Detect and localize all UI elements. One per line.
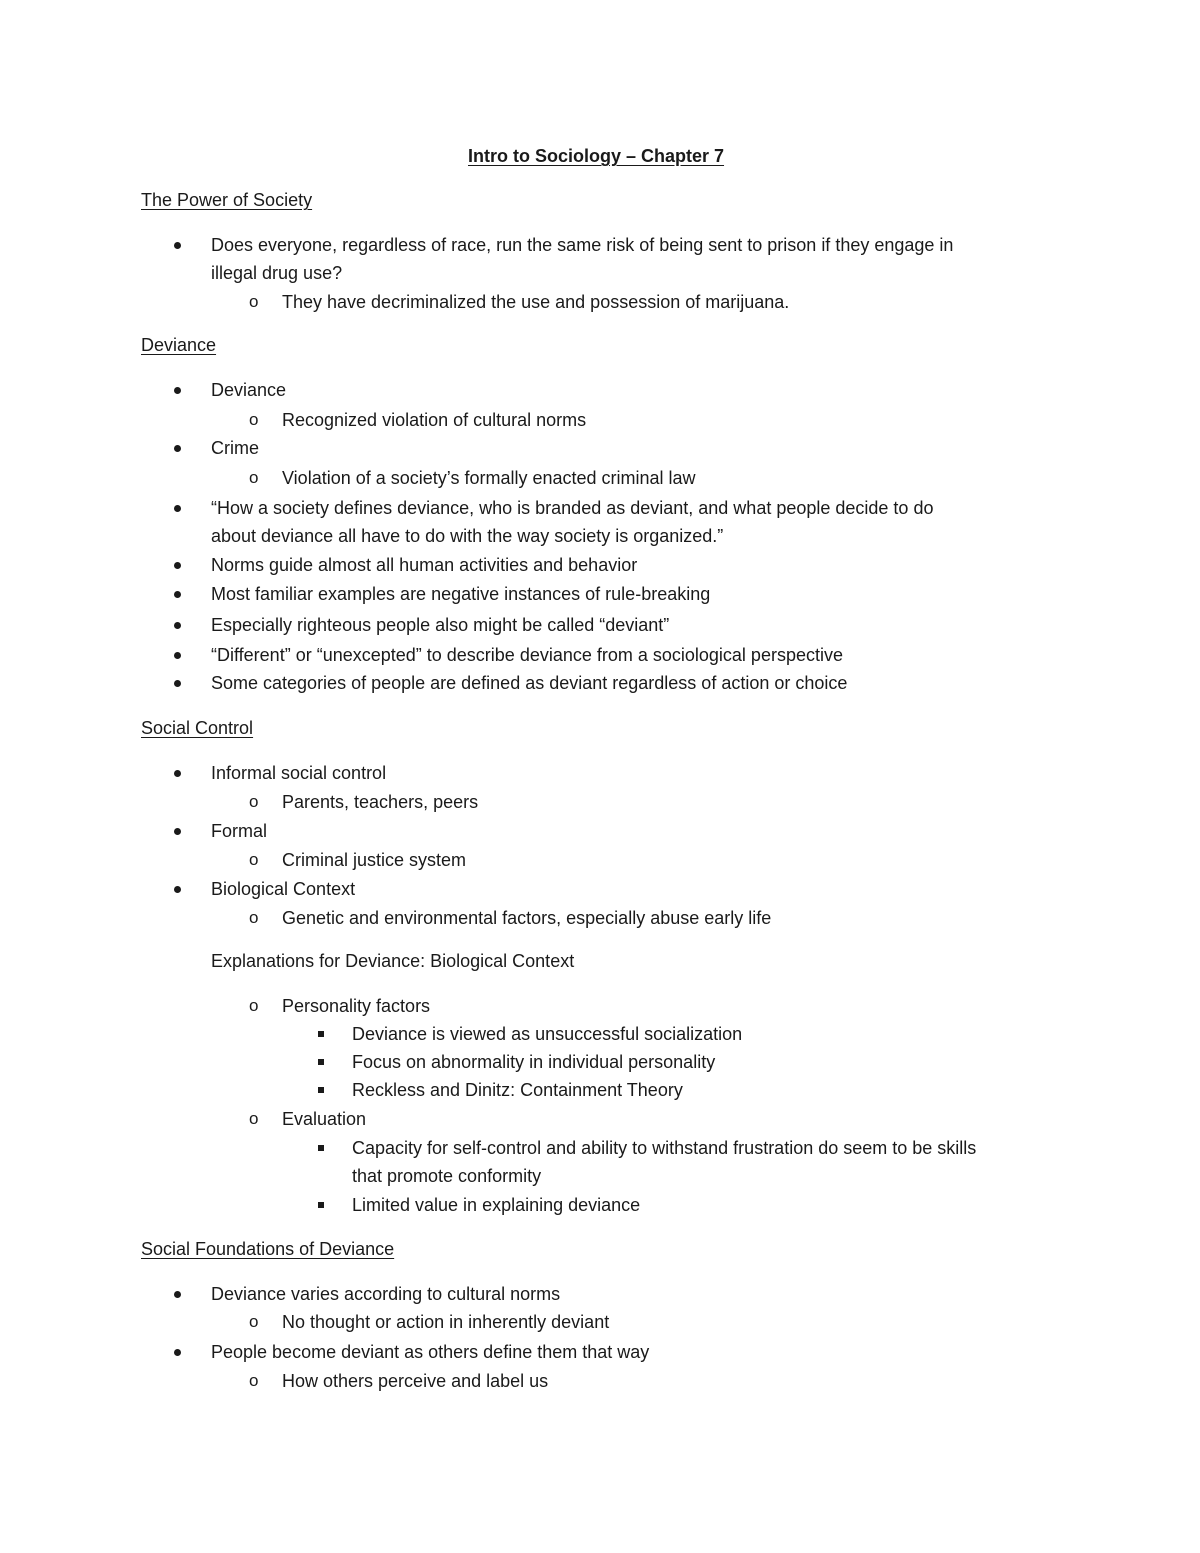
sub-sub-list-item: Capacity for self-control and ability to withstand frustration do seem to be skills <box>352 1138 977 1158</box>
bullet-icon <box>174 582 181 598</box>
sub-list-item: Personality factors <box>282 996 431 1016</box>
list-item: Some categories of people are defined as deviant regardless of action or choice <box>211 673 848 693</box>
circle-bullet-icon: o <box>249 468 259 487</box>
section-heading-deviance: Deviance <box>141 335 217 355</box>
list-item-continuation: about deviance all have to do with the way society is organized.” <box>211 526 724 546</box>
square-bullet-icon <box>318 1022 324 1037</box>
list-item: Crime <box>211 438 259 458</box>
list-item: “Different” or “unexcepted” to describe deviance from a sociological perspective <box>211 645 843 665</box>
circle-bullet-icon: o <box>249 1371 259 1390</box>
list-item: People become deviant as others define them that way <box>211 1342 650 1362</box>
section-heading-social-foundations: Social Foundations of Deviance <box>141 1239 395 1259</box>
square-bullet-icon <box>318 1136 324 1151</box>
section-heading-social-control: Social Control <box>141 718 254 738</box>
sub-sub-list-item: Focus on abnormality in individual personality <box>352 1052 716 1072</box>
list-item-continuation: illegal drug use? <box>211 263 343 283</box>
list-item: Formal <box>211 821 268 841</box>
circle-bullet-icon: o <box>249 410 259 429</box>
bullet-icon <box>174 761 181 777</box>
circle-bullet-icon: o <box>249 908 259 927</box>
square-bullet-icon <box>318 1050 324 1065</box>
sub-sub-list-item: Deviance is viewed as unsuccessful socialization <box>352 1024 743 1044</box>
sub-list-item: They have decriminalized the use and possession of marijuana. <box>282 292 790 312</box>
sub-list-item: Parents, teachers, peers <box>282 792 479 812</box>
list-item: Informal social control <box>211 763 387 783</box>
bullet-icon <box>174 877 181 893</box>
circle-bullet-icon: o <box>249 1109 259 1128</box>
list-item: Deviance varies according to cultural norms <box>211 1284 561 1304</box>
bullet-icon <box>174 671 181 687</box>
section-heading-power-of-society: The Power of Society <box>141 190 313 210</box>
bullet-icon <box>174 643 181 659</box>
bullet-icon <box>174 1282 181 1298</box>
bullet-icon <box>174 553 181 569</box>
sub-list-item: No thought or action in inherently deviant <box>282 1312 610 1332</box>
sub-list-item: Evaluation <box>282 1109 367 1129</box>
sub-sub-list-item: Reckless and Dinitz: Containment Theory <box>352 1080 683 1100</box>
bullet-icon <box>174 1340 181 1356</box>
circle-bullet-icon: o <box>249 850 259 869</box>
sub-sub-list-item: Limited value in explaining deviance <box>352 1195 641 1215</box>
list-item: Biological Context <box>211 879 356 899</box>
bullet-icon <box>174 819 181 835</box>
sub-list-item: Violation of a society’s formally enacted criminal law <box>282 468 696 488</box>
square-bullet-icon <box>318 1193 324 1208</box>
list-item: Most familiar examples are negative instances of rule-breaking <box>211 584 711 604</box>
list-item: Does everyone, regardless of race, run the same risk of being sent to prison if they engage in <box>211 235 954 255</box>
list-item: Especially righteous people also might be called “deviant” <box>211 615 670 635</box>
bullet-icon <box>174 613 181 629</box>
list-item: Norms guide almost all human activities and behavior <box>211 555 638 575</box>
sub-heading-explanations: Explanations for Deviance: Biological Context <box>211 951 575 971</box>
circle-bullet-icon: o <box>249 792 259 811</box>
bullet-icon <box>174 233 181 249</box>
sub-list-item: Recognized violation of cultural norms <box>282 410 587 430</box>
sub-list-item: How others perceive and label us <box>282 1371 549 1391</box>
list-item: Deviance <box>211 380 287 400</box>
bullet-icon <box>174 378 181 394</box>
square-bullet-icon <box>318 1078 324 1093</box>
circle-bullet-icon: o <box>249 996 259 1015</box>
sub-list-item: Genetic and environmental factors, especially abuse early life <box>282 908 772 928</box>
document-title: Intro to Sociology – Chapter 7 <box>468 146 725 166</box>
list-item: “How a society defines deviance, who is branded as deviant, and what people decide to do <box>211 498 934 518</box>
circle-bullet-icon: o <box>249 1312 259 1331</box>
circle-bullet-icon: o <box>249 292 259 311</box>
sub-list-item: Criminal justice system <box>282 850 467 870</box>
sub-sub-list-item-continuation: that promote conformity <box>352 1166 542 1186</box>
bullet-icon <box>174 496 181 512</box>
bullet-icon <box>174 436 181 452</box>
